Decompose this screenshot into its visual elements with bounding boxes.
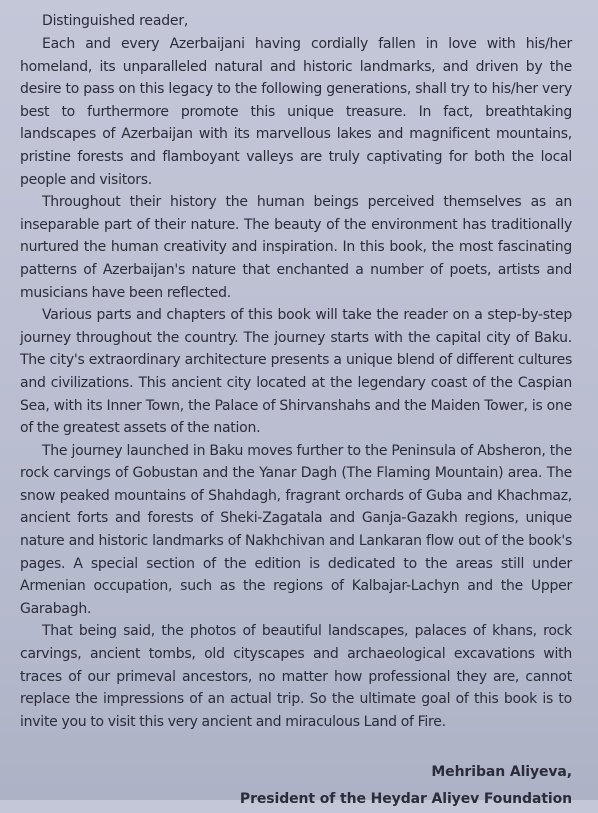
- paragraph-4: The journey launched in Baku moves further to the Peninsula of Absheron, the rock carvings of Gobustan and the Yanar Dagh (The Flaming Mountain) area. The snow peaked mountains of Shahdagh, fragrant orchards of Guba and Khachmaz, ancient forts and forests of Sheki-Zagatala and Ganja-Gazakh regions, unique nature and historic landmarks of Nakhchivan and Lankaran flow out of the book's pages. A special section of the edition is dedicated to the areas still under Armenian occupation, such as the regions of Kalbajar-Lachyn and the Upper Garabagh.: [20, 442, 572, 617]
- paragraph-2: Throughout their history the human beings perceived themselves as an inseparable part of their nature. The beauty of the environment has traditionally nurtured the human creativity and inspiration. In this book, the most fascinating patterns of Azerbaijan's nature that enchanted a number of poets, artists and musicians have been reflected.: [20, 194, 572, 301]
- paragraph-5: That being said, the photos of beautiful landscapes, palaces of khans, rock carvings, ancient tombs, old cityscapes and archaeological excavations with traces of our primeval ancestors, no matter how professional they are, cannot replace the impressions of an actual trip. So the ultimate goal of this book is to invite you to visit this very ancient and miraculous Land of Fire.: [20, 623, 572, 730]
- signature-block: [20, 759, 572, 813]
- salutation: Distinguished reader,: [42, 13, 189, 29]
- signature-title: President of the Heydar Aliyev Foundation: [239, 791, 572, 808]
- paragraph-3: Various parts and chapters of this book will take the reader on a step-by-step journey throughout the country. The journey starts with the capital city of Baku. The city's extraordinary architecture presents a unique blend of different cultures and civilizations. This ancient city located at the legendary coast of the Caspian Sea, with its Inner Town, the Palace of Shirvanshahs and the Maiden Tower, is one of the greatest assets of the nation.: [20, 307, 572, 437]
- paragraph-1: Each and every Azerbaijani having cordially fallen in love with his/her homeland, its unparalleled natural and historic landmarks, and driven by the desire to pass on this legacy to the following generations, shall try to his/her very best to furthermore promote this unique treasure. In fact, breathtaking landscapes of Azerbaijan with its marvellous lakes and magnificent mountains, pristine forests and flamboyant valleys are truly captivating for both the local people and visitors.: [20, 36, 572, 188]
- signature-name: Mehriban Aliyeva,: [431, 764, 572, 781]
